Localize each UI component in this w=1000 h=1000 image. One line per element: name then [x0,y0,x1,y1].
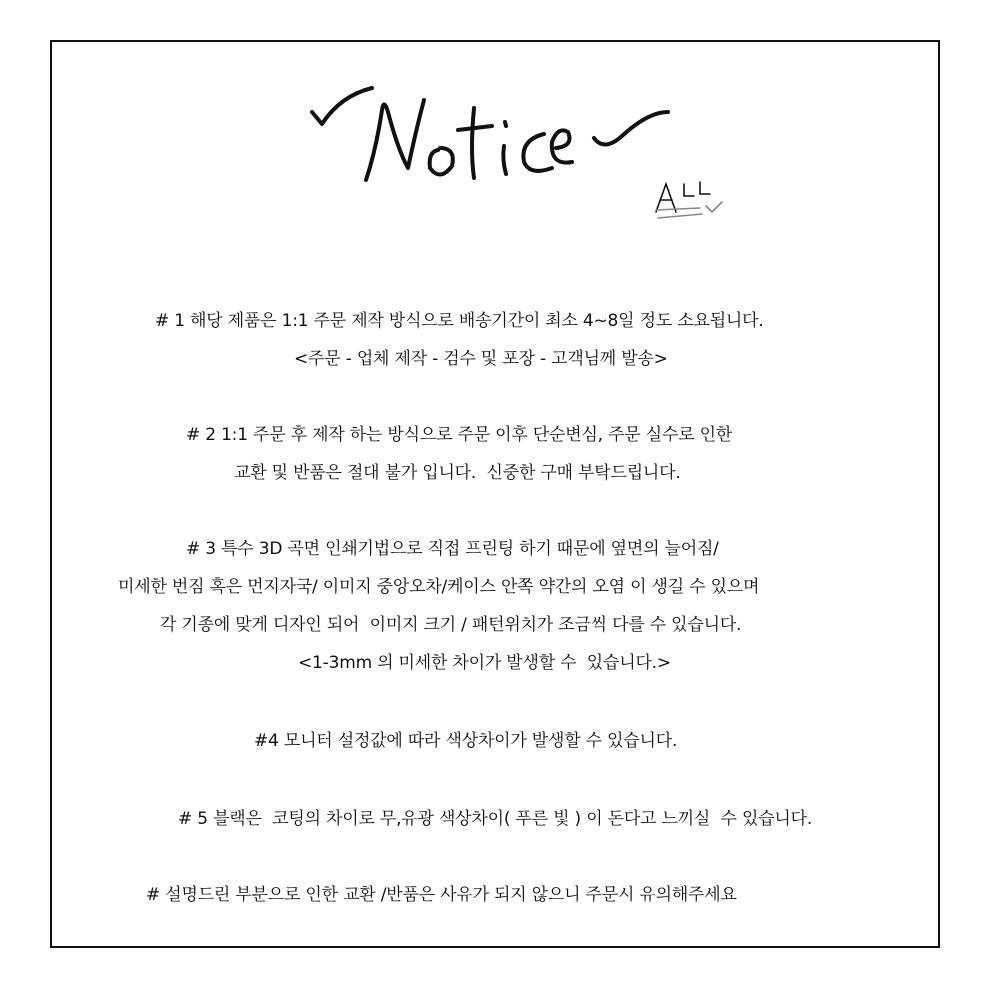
notice-3-line-4: <1-3mm 의 미세한 차이가 발생할 수 있습니다.> [298,653,671,673]
notice-4-line: #4 모니터 설정값에 따라 색상차이가 발생할 수 있습니다. [254,731,678,751]
notice-1-line-1: # 1 해당 제품은 1:1 주문 제작 방식으로 배송기간이 최소 4~8일 정도 소요됩니다. [155,311,764,331]
notice-logo [0,0,1000,260]
notice-6-line: # 설명드린 부분으로 인한 교환 /반품은 사유가 되지 않으니 주문시 유의해주세요 [146,885,737,905]
notice-line [0,630,1000,674]
notice-2-line-1: # 2 1:1 주문 후 제작 하는 방식으로 주문 이후 단순변심, 주문 실수로 인한 [186,425,733,445]
notice-3-line-2: 미세한 번짐 혹은 먼지자국/ 이미지 중앙오차/케이스 안쪽 약간의 오염 이 생길 수 있으며 [118,577,760,597]
notice-5-line: # 5 블랙은 코팅의 차이로 무,유광 색상차이( 푸른 빛 ) 이 돈다고 느끼실 수 있습니다. [178,809,813,829]
notice-line [0,786,1000,830]
notice-line [0,440,1000,484]
notice-line [0,326,1000,370]
notice-line [0,708,1000,752]
notice-3-line-3: 각 기종에 맞게 디자인 되어 이미지 크기 / 패턴위치가 조금씩 다를 수 있습니다. [160,615,742,635]
notice-3-line-1: # 3 특수 3D 곡면 인쇄기법으로 직접 프린팅 하기 때문에 옆면의 늘어짐/ [186,539,719,559]
notice-logo-handwriting [0,0,1000,260]
notice-2-line-2: 교환 및 반품은 절대 불가 입니다. 신중한 구매 부탁드립니다. [234,463,681,483]
notice-1-line-2: <주문 - 업체 제작 - 검수 및 포장 - 고객님께 발송> [294,349,668,369]
notice-line [0,862,1000,906]
